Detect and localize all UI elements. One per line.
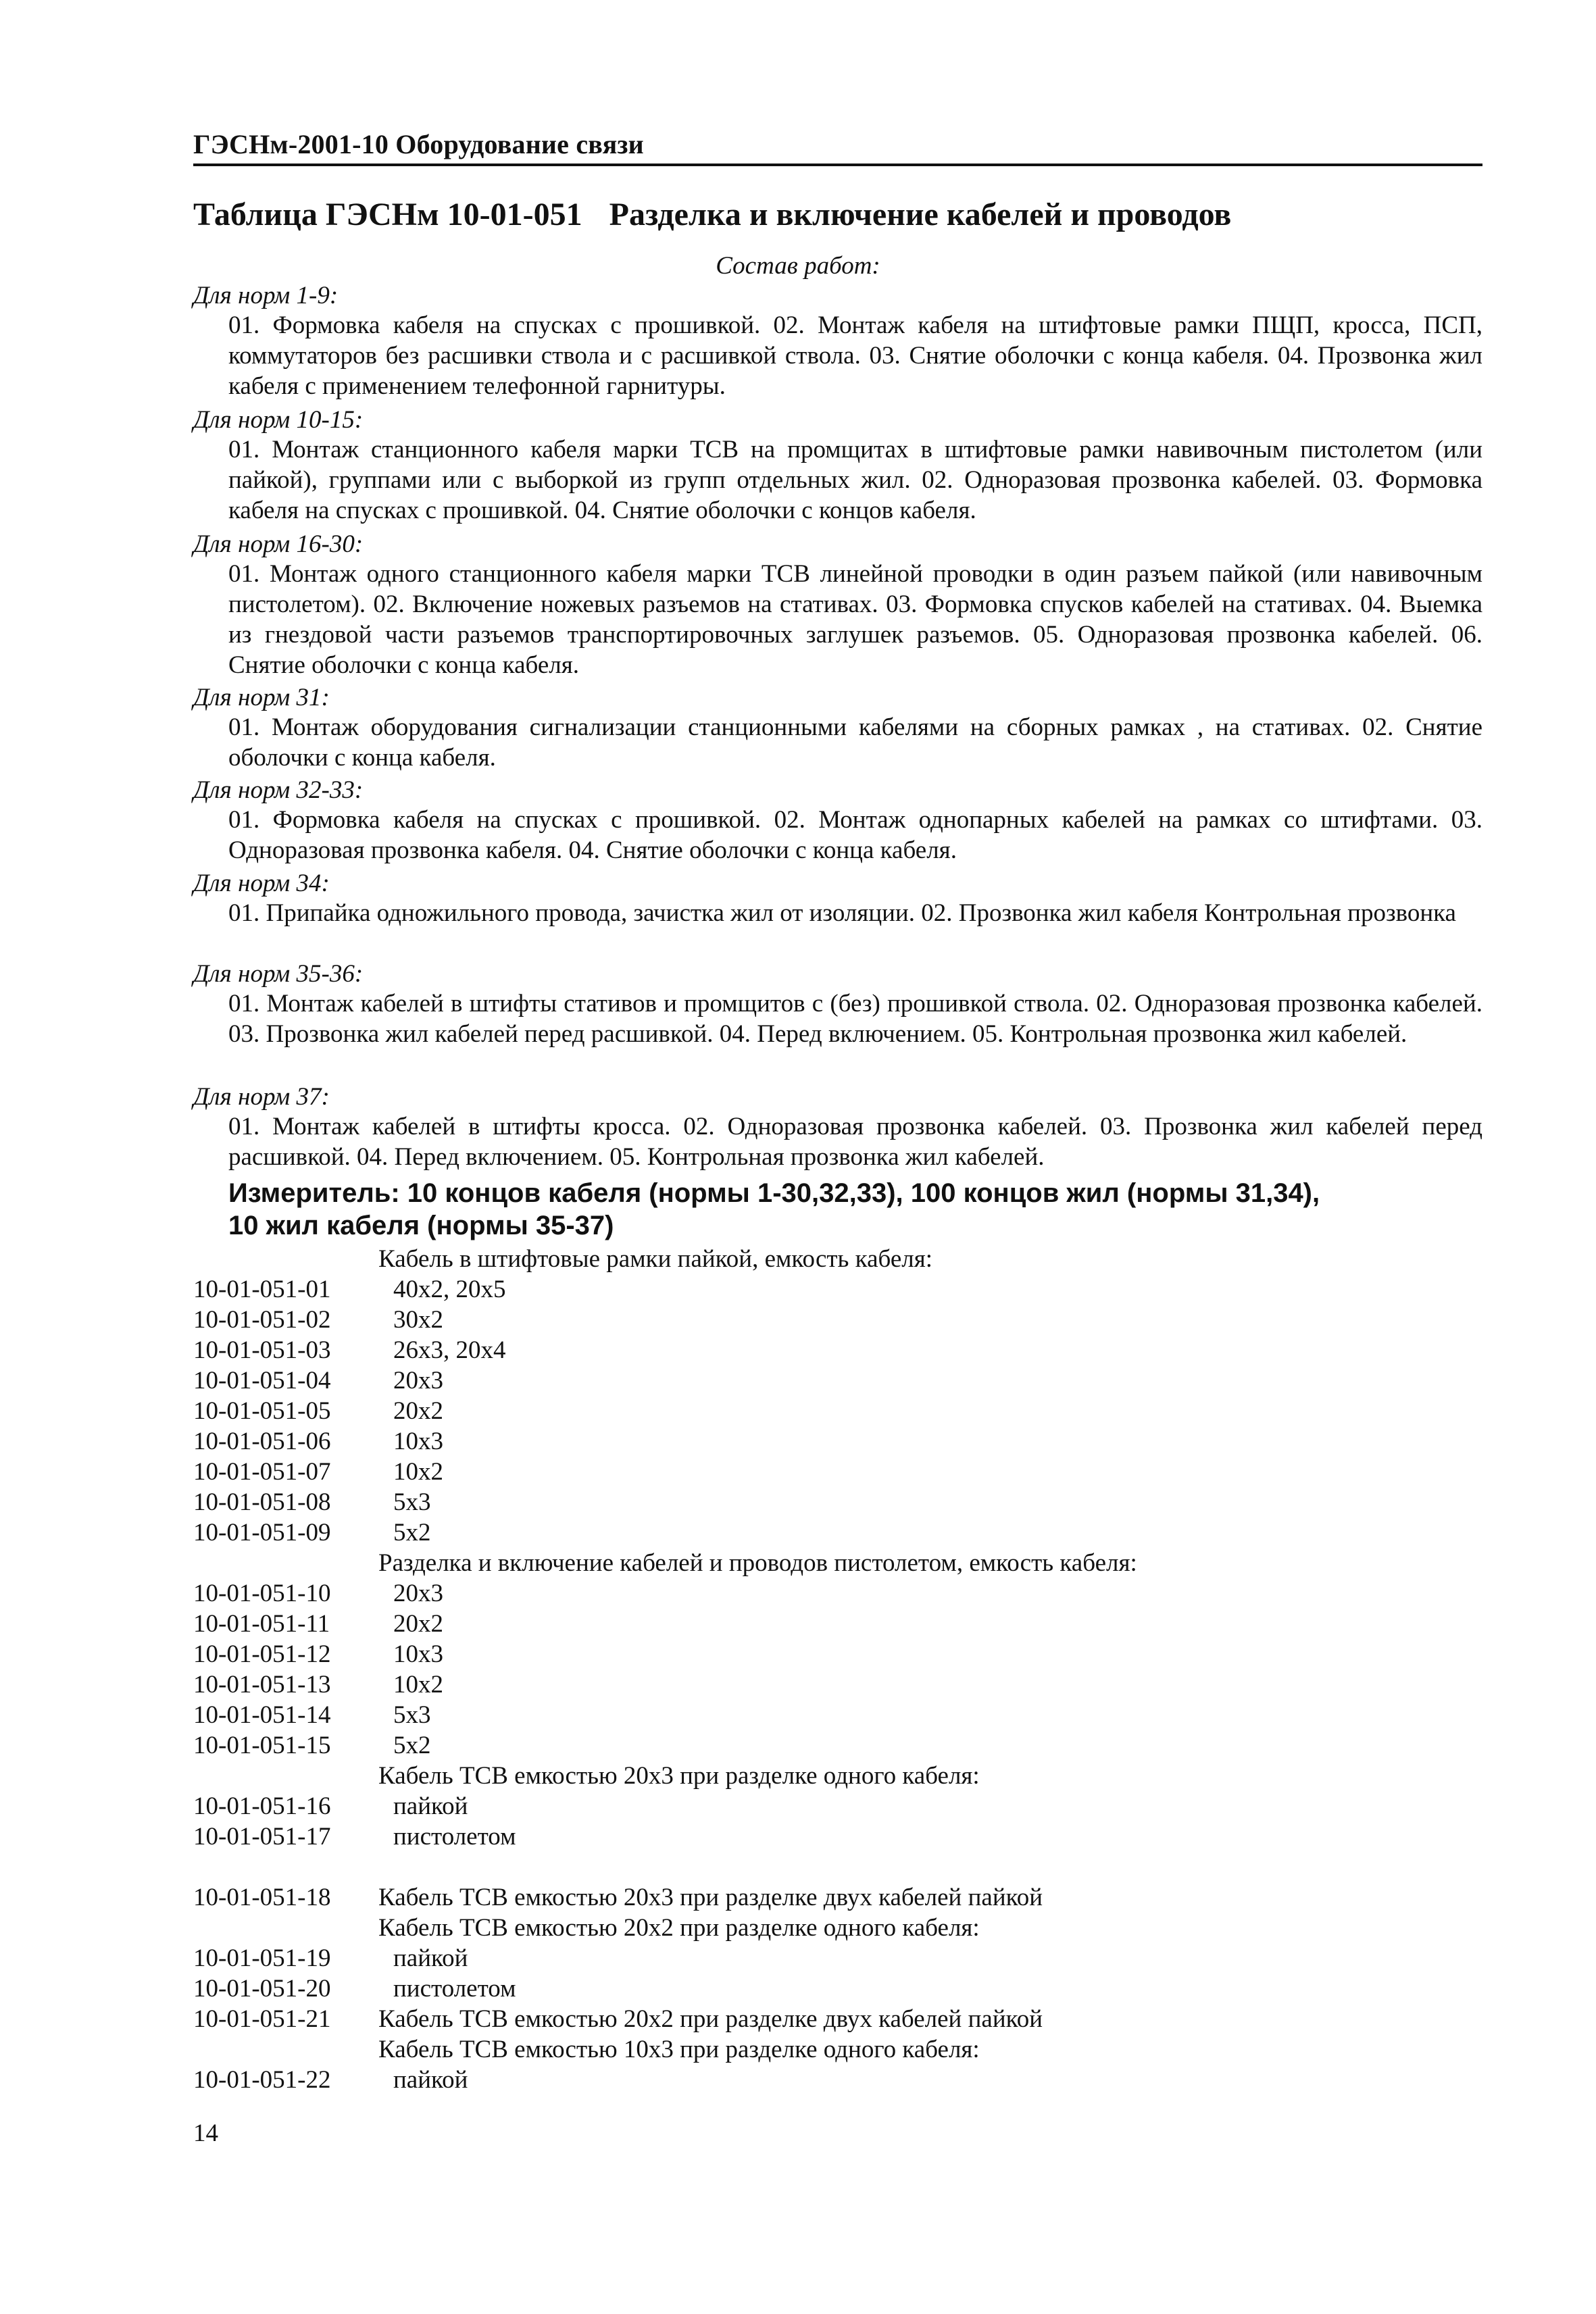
page-number: 14 xyxy=(193,2119,218,2147)
norm-description: 30x2 xyxy=(393,1306,443,1334)
norm-code: 10-01-051-10 xyxy=(193,1580,331,1607)
norm-description: 26x3, 20x4 xyxy=(393,1336,506,1364)
norm-group-label: Для норм 31: xyxy=(193,684,330,711)
norm-group-text: 01. Монтаж станционного кабеля марки ТСВ на промщитах в штифтовые рамки навивочным пистолетом (или пайкой), группами или с выборкой из групп отдельных жил. 02. Одноразовая прозвонка кабелей. 03. Формовка кабеля на спусках с прошивкой. 04. Снятие оболочки с концов кабеля. xyxy=(228,436,1482,524)
norm-group-label: Для норм 34: xyxy=(193,870,330,897)
norm-code: 10-01-051-20 xyxy=(193,1975,331,2003)
norm-code: 10-01-051-08 xyxy=(193,1488,331,1516)
norm-group-text: 01. Припайка одножильного провода, зачистка жил от изоляции. 02. Прозвонка жил кабеля Контрольная прозвонка xyxy=(228,899,1456,927)
table-title xyxy=(193,196,1231,233)
measure-unit xyxy=(228,1177,1320,1242)
norm-code: 10-01-051-05 xyxy=(193,1397,331,1425)
norm-code: 10-01-051-06 xyxy=(193,1428,331,1455)
norm-description: пистолетом xyxy=(393,1823,516,1851)
header-rule xyxy=(193,164,1482,166)
table-code: Таблица ГЭСНм 10-01-051 xyxy=(193,197,582,232)
table-section-heading: Кабель ТСВ емкостью 20x3 при разделке одного кабеля: xyxy=(378,1762,980,1790)
norm-group-text: 01. Монтаж одного станционного кабеля марки ТСВ линейной проводки в один разъем пайкой (или навивочным пистолетом). 02. Включение ножевых разъемов на стативах. 03. Формовка спусков кабелей на стативах. 04. Выемка из гнездовой части разъемов транспортировочных заглушек разъемов. 05. Одноразовая прозвонка кабелей. 06. Снятие оболочки с конца кабеля. xyxy=(228,560,1482,679)
norm-group-text: 01. Монтаж кабелей в штифты стативов и промщитов с (без) прошивкой ствола. 02. Одноразовая прозвонка кабелей. 03. Прозвонка жил кабелей перед расшивкой. 04. Перед включением. 05. Контрольная прозвонка жил кабелей. xyxy=(228,990,1482,1048)
norm-code: 10-01-051-01 xyxy=(193,1276,331,1303)
norm-description: 10x2 xyxy=(393,1458,443,1486)
norm-group-text: 01. Формовка кабеля на спусках с прошивкой. 02. Монтаж кабеля на штифтовые рамки ПЩП, кросса, ПСП, коммутаторов без расшивки ствола и с расшивкой ствола. 03. Снятие оболочки с конца кабеля. 04. Прозвонка жил кабеля с применением телефонной гарнитуры. xyxy=(228,311,1482,400)
running-header: ГЭСНм-2001-10 Оборудование связи xyxy=(193,129,644,159)
norm-code: 10-01-051-13 xyxy=(193,1671,331,1699)
norm-code: 10-01-051-22 xyxy=(193,2066,331,2094)
norm-group-label: Для норм 10-15: xyxy=(193,406,364,434)
norm-description: пистолетом xyxy=(393,1975,516,2003)
norm-code: 10-01-051-07 xyxy=(193,1458,331,1486)
norm-description: пайкой xyxy=(393,2066,468,2094)
norm-code: 10-01-051-04 xyxy=(193,1367,331,1394)
norm-description: 20x3 xyxy=(393,1367,443,1394)
norm-group-text: 01. Монтаж кабелей в штифты кросса. 02. Одноразовая прозвонка кабелей. 03. Прозвонка жил кабелей перед расшивкой. 04. Перед включением. 05. Контрольная прозвонка жил кабелей. xyxy=(228,1113,1482,1171)
norm-code: 10-01-051-19 xyxy=(193,1944,331,1972)
work-composition-heading: Состав работ: xyxy=(716,252,880,280)
table-section-heading: Кабель ТСВ емкостью 10x3 при разделке одного кабеля: xyxy=(378,2036,980,2063)
norm-code: 10-01-051-15 xyxy=(193,1732,331,1759)
table-name: Разделка и включение кабелей и проводов xyxy=(609,197,1232,232)
norm-group-label: Для норм 35-36: xyxy=(193,960,364,988)
norm-group-text: 01. Монтаж оборудования сигнализации станционными кабелями на сборных рамках , на стативах. 02. Снятие оболочки с конца кабеля. xyxy=(228,713,1482,772)
norm-description: 20x2 xyxy=(393,1397,443,1425)
norm-code: 10-01-051-03 xyxy=(193,1336,331,1364)
norm-description: 5x3 xyxy=(393,1701,431,1729)
measure-line: 10 жил кабеля (нормы 35-37) xyxy=(228,1211,614,1240)
norm-description: 5x3 xyxy=(393,1488,431,1516)
norm-code: 10-01-051-17 xyxy=(193,1823,331,1851)
norm-code: 10-01-051-12 xyxy=(193,1640,331,1668)
norm-description: 5x2 xyxy=(393,1732,431,1759)
norm-group-label: Для норм 32-33: xyxy=(193,776,364,804)
norm-code: 10-01-051-18 xyxy=(193,1884,331,1911)
norm-group-text: 01. Формовка кабеля на спусках с прошивкой. 02. Монтаж однопарных кабелей на рамках со штифтами. 03. Одноразовая прозвонка кабеля. 04. Снятие оболочки с конца кабеля. xyxy=(228,806,1482,864)
norm-code: 10-01-051-09 xyxy=(193,1519,331,1546)
table-section-heading: Разделка и включение кабелей и проводов пистолетом, емкость кабеля: xyxy=(378,1549,1137,1577)
norm-group-label: Для норм 1-9: xyxy=(193,282,339,309)
norm-description: 20x2 xyxy=(393,1610,443,1638)
norm-description: 10x3 xyxy=(393,1428,443,1455)
norm-code: 10-01-051-16 xyxy=(193,1792,331,1820)
norm-code: 10-01-051-14 xyxy=(193,1701,331,1729)
norm-group-label: Для норм 16-30: xyxy=(193,530,364,558)
norm-code: 10-01-051-02 xyxy=(193,1306,331,1334)
norm-group-label: Для норм 37: xyxy=(193,1083,330,1111)
norm-code: 10-01-051-11 xyxy=(193,1610,330,1638)
norm-description: 10x2 xyxy=(393,1671,443,1699)
norm-description: Кабель ТСВ емкостью 20x2 при разделке двух кабелей пайкой xyxy=(378,2005,1043,2033)
measure-line: Измеритель: 10 концов кабеля (нормы 1-30,32,33), 100 концов жил (нормы 31,34), xyxy=(228,1178,1320,1208)
table-section-heading: Кабель в штифтовые рамки пайкой, емкость кабеля: xyxy=(378,1245,933,1273)
norm-description: пайкой xyxy=(393,1792,468,1820)
norm-description: 20x3 xyxy=(393,1580,443,1607)
table-section-heading: Кабель ТСВ емкостью 20x2 при разделке одного кабеля: xyxy=(378,1914,980,1942)
norm-description: 10x3 xyxy=(393,1640,443,1668)
norm-description: Кабель ТСВ емкостью 20x3 при разделке двух кабелей пайкой xyxy=(378,1884,1043,1911)
norm-description: 5x2 xyxy=(393,1519,431,1546)
norm-code: 10-01-051-21 xyxy=(193,2005,331,2033)
norm-description: 40x2, 20x5 xyxy=(393,1276,506,1303)
norm-description: пайкой xyxy=(393,1944,468,1972)
